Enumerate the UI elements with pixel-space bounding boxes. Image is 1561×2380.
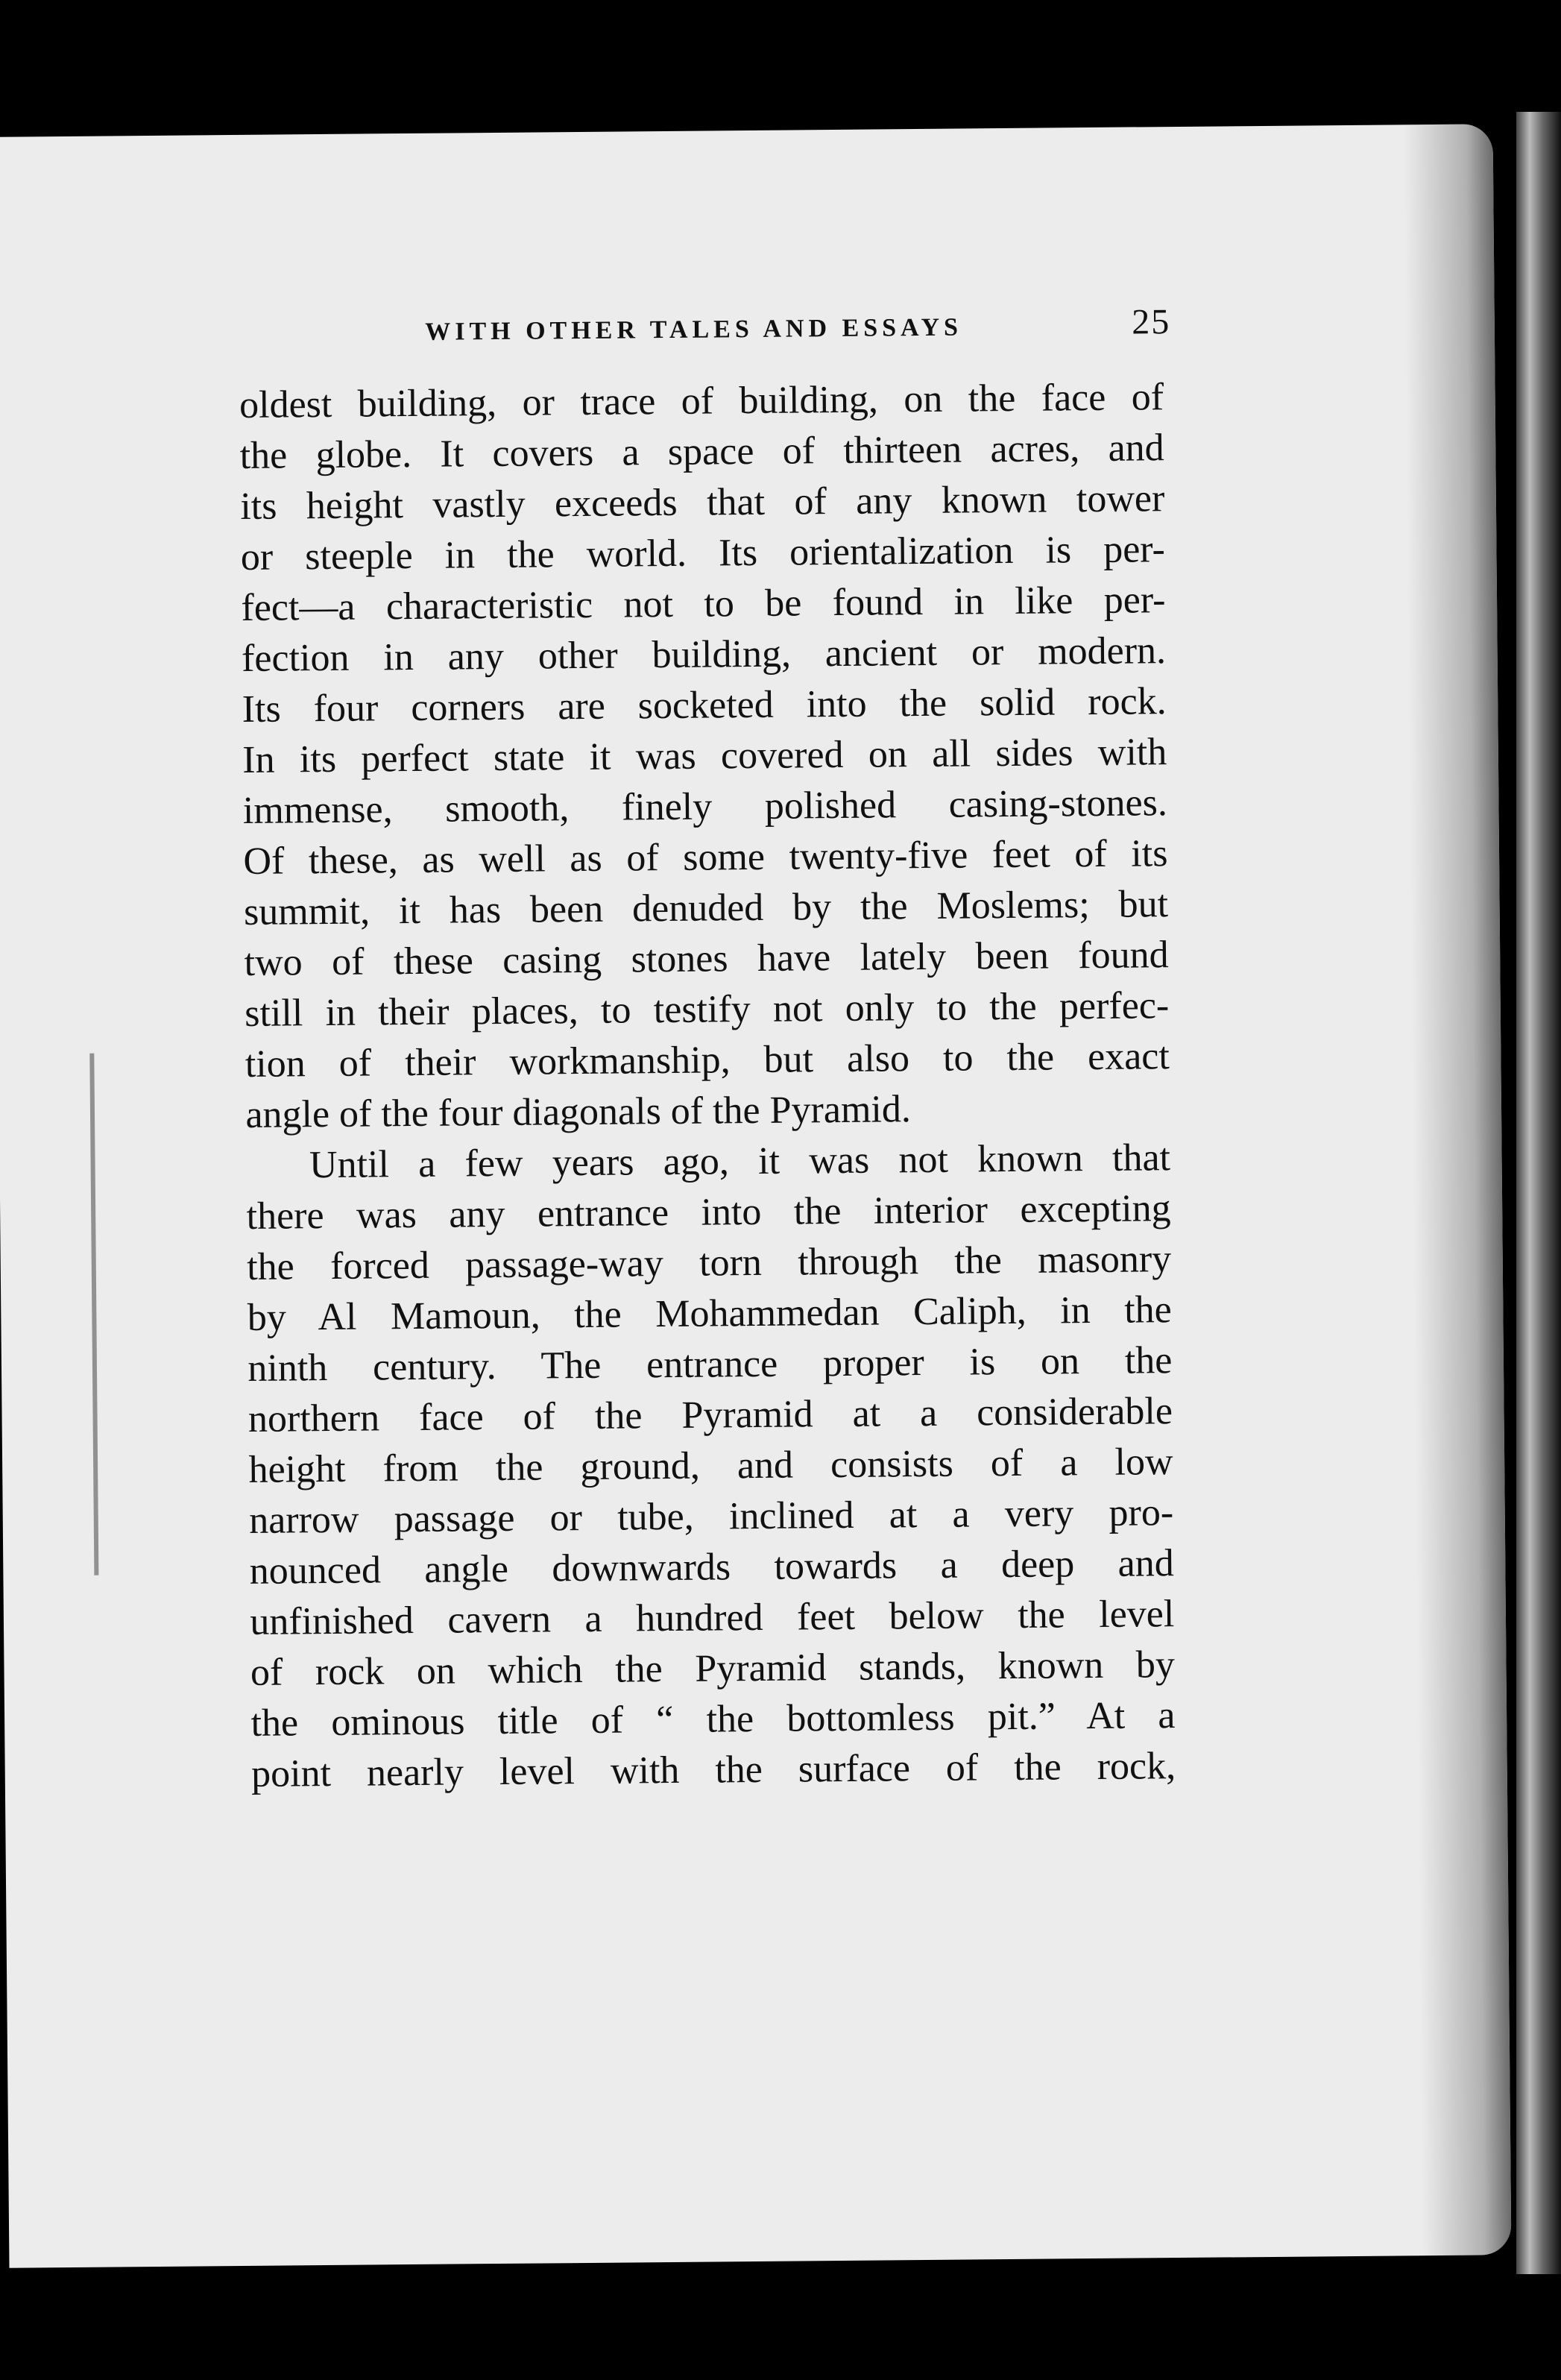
text-line: summit, it has been denuded by the Moslems; but <box>243 883 1169 934</box>
text-line: In its perfect state it was covered on all sides with <box>242 731 1167 781</box>
page-number: 25 <box>1131 302 1171 342</box>
text-line: still in their places, to testify not only to the perfec- <box>244 984 1170 1035</box>
text-line: its height vastly exceeds that of any known tower <box>240 477 1165 528</box>
paragraph-2 <box>246 1133 1176 1800</box>
text-line: oldest building, or trace of building, on the face of <box>239 376 1164 426</box>
text-line: the ominous title of “ the bottomless pit.” At a <box>250 1694 1176 1745</box>
text-line: Of these, as well as of some twenty-five feet of its <box>243 832 1168 883</box>
text-line: narrow passage or tube, inclined at a very pro- <box>248 1491 1174 1542</box>
text-line: fect—a characteristic not to be found in like per- <box>241 579 1166 629</box>
text-line: unfinished cavern a hundred feet below the level <box>250 1593 1175 1643</box>
running-title: WITH OTHER TALES AND ESSAYS <box>425 313 963 346</box>
text-line: height from the ground, and consists of a low <box>248 1441 1173 1491</box>
text-line: fection in any other building, ancient or modern. <box>241 629 1167 680</box>
text-line: or steeple in the world. Its orientalization is per- <box>240 528 1166 579</box>
text-line: ninth century. The entrance proper is on the <box>247 1339 1173 1390</box>
text-line: northern face of the Pyramid at a considerable <box>247 1390 1173 1441</box>
text-line: tion of their workmanship, but also to the exact <box>245 1035 1170 1086</box>
text-line: of rock on which the Pyramid stands, known by <box>250 1643 1176 1694</box>
margin-mark <box>89 1054 98 1575</box>
text-line: Its four corners are socketed into the solid rock. <box>242 680 1167 731</box>
book-edge <box>1516 112 1561 2274</box>
text-line: nounced angle downwards towards a deep and <box>249 1542 1174 1593</box>
paragraph-1 <box>239 372 1170 1141</box>
text-line: two of these casing stones have lately been found <box>244 934 1169 984</box>
text-line: by Al Mamoun, the Mohammedan Caliph, in the <box>247 1288 1173 1339</box>
text-line: immense, smooth, finely polished casing-stones. <box>242 781 1168 832</box>
text-line: the globe. It covers a space of thirteen acres, and <box>239 426 1164 477</box>
text-line: angle of the four diagonals of the Pyramid. <box>245 1088 912 1136</box>
running-head <box>425 301 1170 349</box>
text-line: point nearly level with the surface of the rock, <box>250 1745 1176 1795</box>
text-line: the forced passage-way torn through the masonry <box>246 1238 1172 1288</box>
text-block <box>239 301 1176 1800</box>
text-line: there was any entrance into the interior excepting <box>246 1187 1171 1238</box>
text-line: Until a few years ago, it was not known that <box>309 1136 1171 1187</box>
